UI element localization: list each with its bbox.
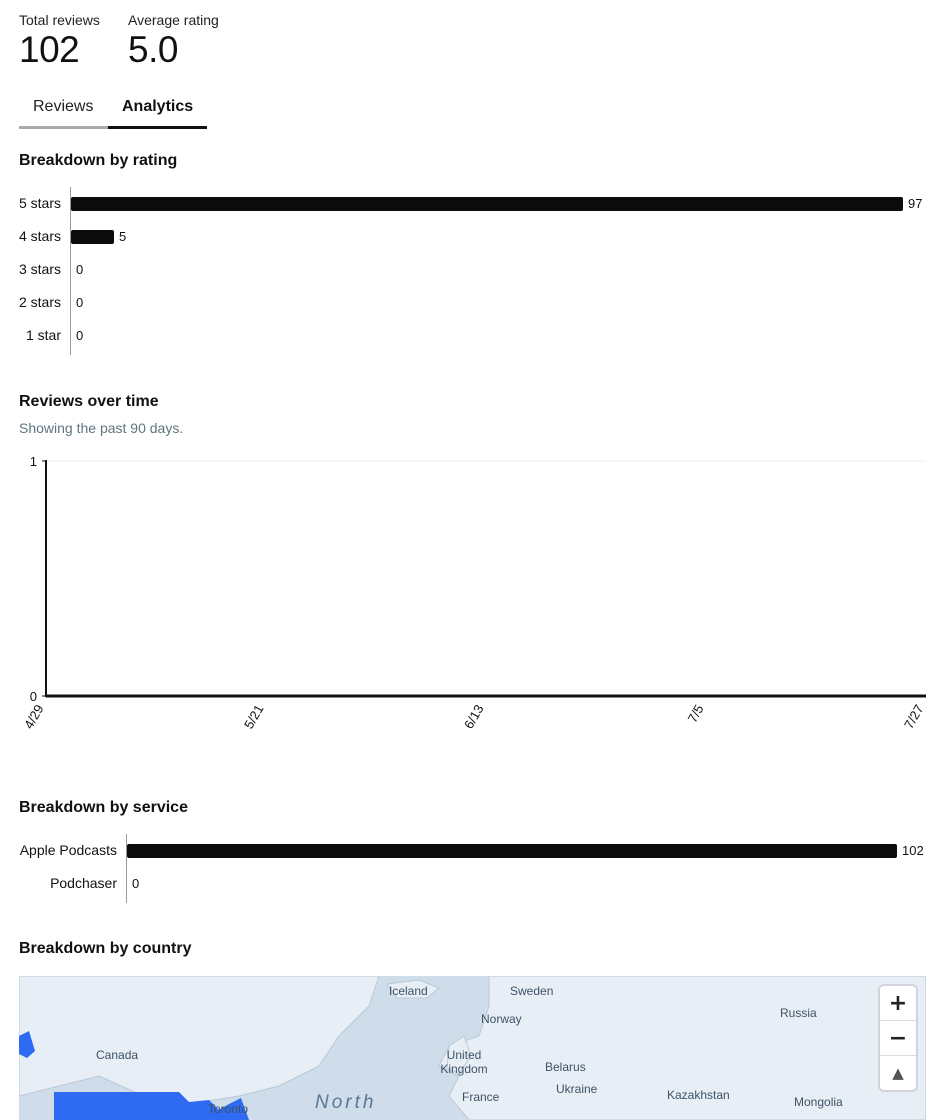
x-tick-label: 5/21 [240,702,267,732]
x-tick-label: 6/13 [460,702,487,732]
total-reviews-stat [19,12,100,70]
x-tick-label: 7/5 [684,702,707,726]
total-reviews-label: Total reviews [19,12,100,28]
compass-button[interactable] [880,1056,916,1090]
compass-icon: ▲ [892,1064,904,1082]
map-label-ukraine: Ukraine [556,1082,598,1096]
map-controls [880,986,916,1090]
map-label-france: France [462,1090,500,1104]
x-tick-label: 4/29 [20,702,47,732]
time-section-subtitle: Showing the past 90 days. [19,420,184,436]
reviews-over-time-chart [0,450,936,780]
bar[interactable] [71,197,903,211]
bar-value-label: 97 [908,196,923,211]
bar-value-label: 0 [76,328,84,343]
map-label-sweden: Sweden [510,984,554,998]
map-label-uk: United Kingdom [440,1048,488,1076]
map-label-kazakhstan: Kazakhstan [667,1088,730,1102]
bar-value-label: 0 [76,295,84,310]
bar-value-label: 5 [119,229,127,244]
bar-value-label: 0 [76,262,84,277]
bar-category-label: 4 stars [18,228,61,244]
bar[interactable] [127,844,897,858]
bar-category-label: Podchaser [50,875,117,891]
tab-analytics[interactable]: Analytics [108,94,207,129]
service-section-title: Breakdown by service [19,799,188,816]
map-label-russia: Russia [780,1006,817,1020]
map-label-canada: Canada [96,1048,139,1062]
country-map[interactable] [19,976,926,1120]
bar-category-label: 3 stars [18,261,61,277]
map-label-toronto: Toronto [208,1102,249,1116]
zoom-out-button[interactable]: − [880,1021,916,1056]
average-rating-stat [128,12,219,70]
bar-axis-line [70,187,71,355]
x-tick-label: 7/27 [900,702,927,732]
bar-category-label: 5 stars [18,195,61,211]
average-rating-value: 5.0 [128,29,178,70]
total-reviews-value: 102 [19,29,80,70]
map-label-belarus: Belarus [545,1060,586,1074]
y-tick-label: 1 [29,454,37,469]
tab-reviews[interactable]: Reviews [19,94,108,129]
bar-category-label: 1 star [25,327,61,343]
y-tick-label: 0 [29,689,37,704]
map-label-mongolia: Mongolia [794,1095,843,1109]
time-section-title: Reviews over time [19,393,159,410]
bar-value-label: 102 [902,843,924,858]
country-section-title: Breakdown by country [19,940,192,957]
average-rating-label: Average rating [128,12,219,28]
map-label-norway: Norway [481,1012,522,1026]
map-label-iceland: Iceland [389,984,428,998]
bar[interactable] [71,230,114,244]
bar-category-label: Apple Podcasts [19,842,117,858]
map-label-ocean: North [315,1092,377,1113]
tab-bar [19,94,207,126]
zoom-in-button[interactable]: + [880,986,916,1021]
rating-section-title: Breakdown by rating [19,152,178,169]
bar-value-label: 0 [132,876,140,891]
bar-category-label: 2 stars [18,294,61,310]
